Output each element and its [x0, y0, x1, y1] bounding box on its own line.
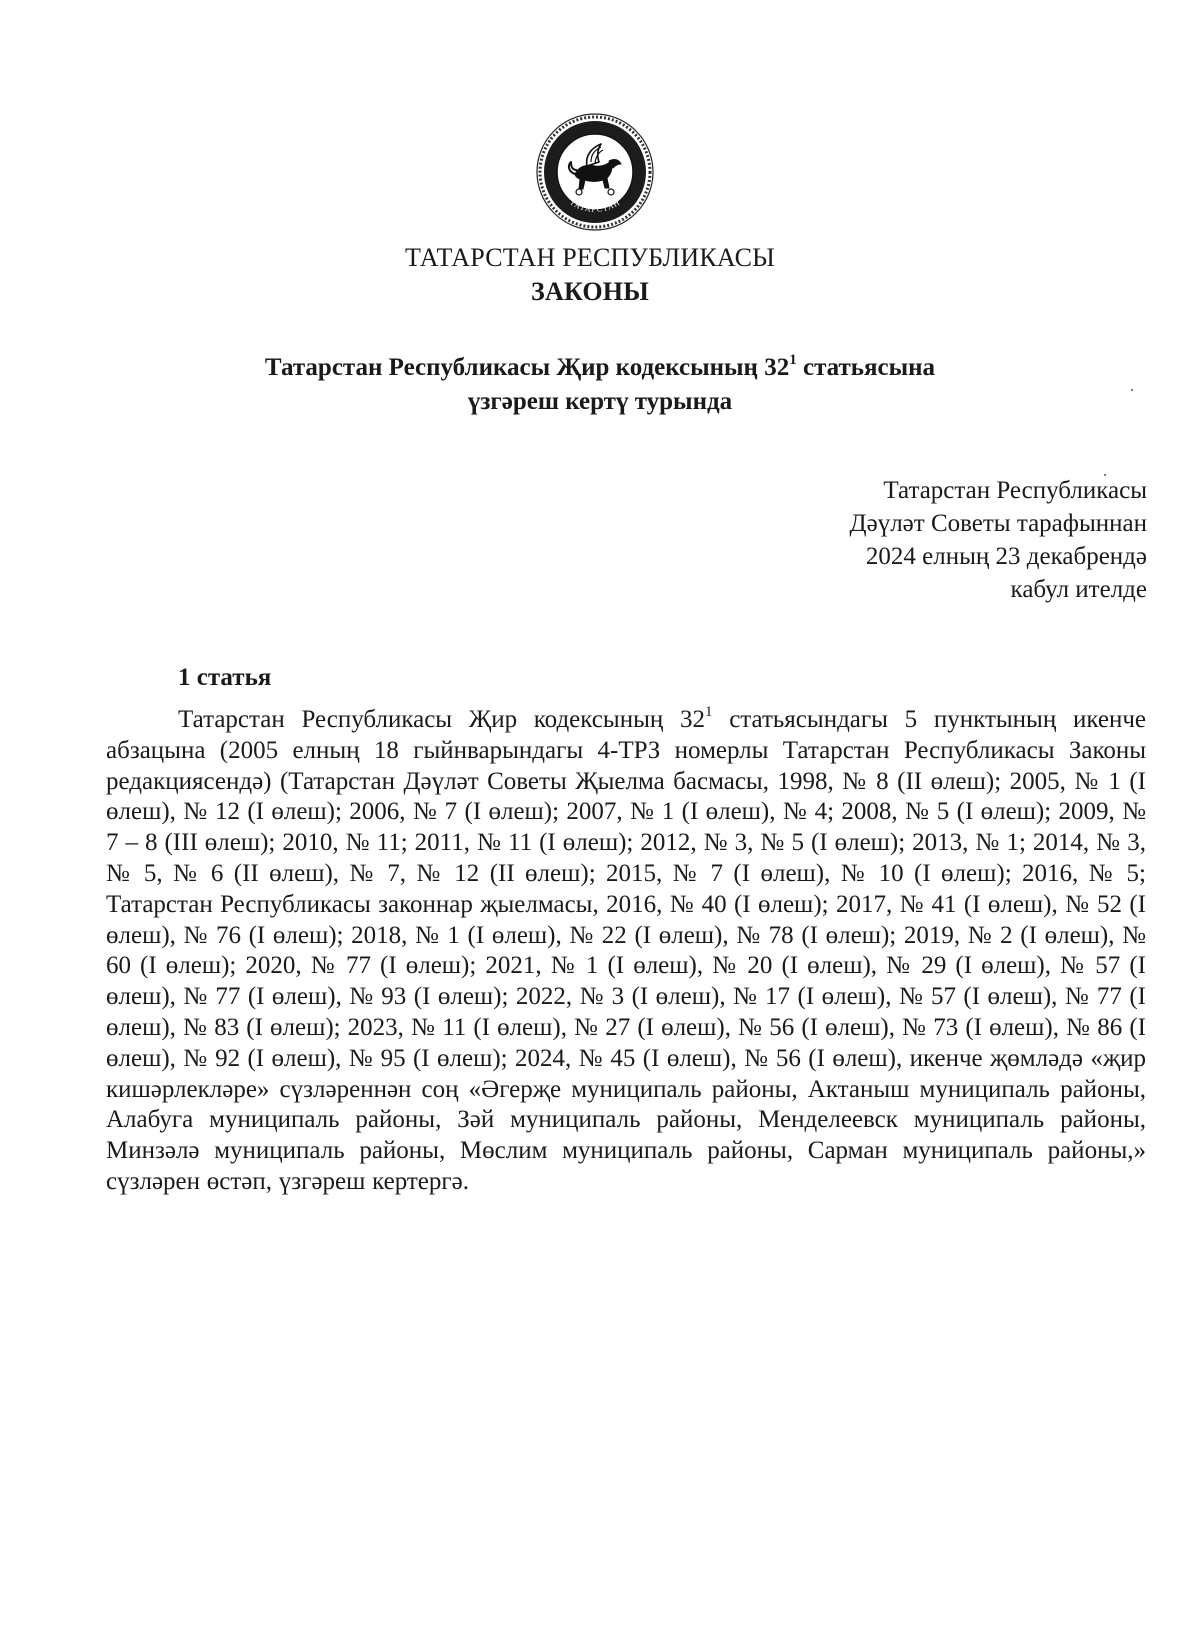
- title-superscript: 1: [789, 351, 797, 368]
- article-superscript: 1: [704, 703, 713, 720]
- adoption-line: Татарстан Республикасы: [883, 477, 1147, 504]
- adoption-block: [850, 474, 1147, 606]
- svg-text:ТАТАРСТАН: ТАТАРСТАН: [568, 197, 622, 214]
- scan-speck: [1131, 389, 1133, 391]
- scan-speck: [1104, 474, 1106, 476]
- title-text-part: Татарстан Республикасы Җир кодексының 32: [264, 354, 790, 381]
- republic-heading: ТАТАРСТАН РЕСПУБЛИКАСЫ: [405, 243, 775, 272]
- document-title-line-1: [0, 351, 1200, 384]
- adoption-line: Дәүләт Советы тарафыннан: [849, 510, 1147, 537]
- law-heading: ЗАКОНЫ: [531, 277, 649, 306]
- article-text-part: статьясындагы 5 пунктының икенче абзацына (2005 елның 18 гыйнварындагы 4-ТРЗ номерлы Татарстан Республикасы Законы редакциясендә) (Татарстан Дәүләт Советы Җыелма басмасы, 1998, № 8 (II өлеш); 2005, № 1 (I өлеш), № 12 (I өлеш); 2006, № 7 (I өлеш); 2007, № 1 (I өлеш), № 4; 2008, № 5 (I өлеш); 2009, № 7 – 8 (III өлеш); 2010, № 11; 2011, № 11 (I өлеш); 2012, № 3, № 5 (I өлеш); 2013, № 1; 2014, № 3, № 5, № 6 (II өлеш), № 7, № 12 (II өлеш); 2015, № 7 (I өлеш), № 10 (I өлеш); 2016, № 5; Татарстан Республикасы законнар җыелмасы, 2016, № 40 (I өлеш); 2017, № 41 (I өлеш), № 52 (I өлеш), № 76 (I өлеш); 2018, № 1 (I өлеш), № 22 (I өлеш), № 78 (I өлеш); 2019, № 2 (I өлеш), № 60 (I өлеш); 2020, № 77 (I өлеш); 2021, № 1 (I өлеш), № 20 (I өлеш), № 29 (I өлеш), № 57 (I өлеш), № 77 (I өлеш), № 93 (I өлеш); 2022, № 3 (I өлеш), № 17 (I өлеш), № 57 (I өлеш), № 77 (I өлеш), № 83 (I өлеш); 2023, № 11 (I өлеш), № 27 (I өлеш), № 56 (I өлеш), № 73 (I өлеш), № 86 (I өлеш), № 92 (I өлеш), № 95 (I өлеш); 2024, № 45 (I өлеш), № 56 (I өлеш), икенче җөмләдә «җир кишәрлекләре» сүзләреннән соң «Әгерҗе муниципаль районы, Актаныш муниципаль районы, Алабуга муниципаль районы, Зәй муниципаль районы, Менделеевск муниципаль районы, Минзәлә муниципаль районы, Мөслим муниципаль районы, Сарман муниципаль районы,» сүзләрен өстәп, үзгәреш кертергә.: [106, 706, 1146, 1195]
- title-text-part: статьясына: [796, 354, 936, 381]
- article-body: [106, 705, 1146, 1198]
- article-text-part: Татарстан Республикасы Җир кодексының 32: [178, 706, 705, 733]
- article-heading: 1 статья: [178, 664, 272, 691]
- adoption-line: 2024 елның 23 декабрендә: [865, 543, 1147, 570]
- document-title-line-2: үзгәреш кертү турында: [467, 388, 733, 415]
- coat-of-arms-icon: [535, 112, 655, 232]
- adoption-line: кабул ителде: [1010, 576, 1147, 603]
